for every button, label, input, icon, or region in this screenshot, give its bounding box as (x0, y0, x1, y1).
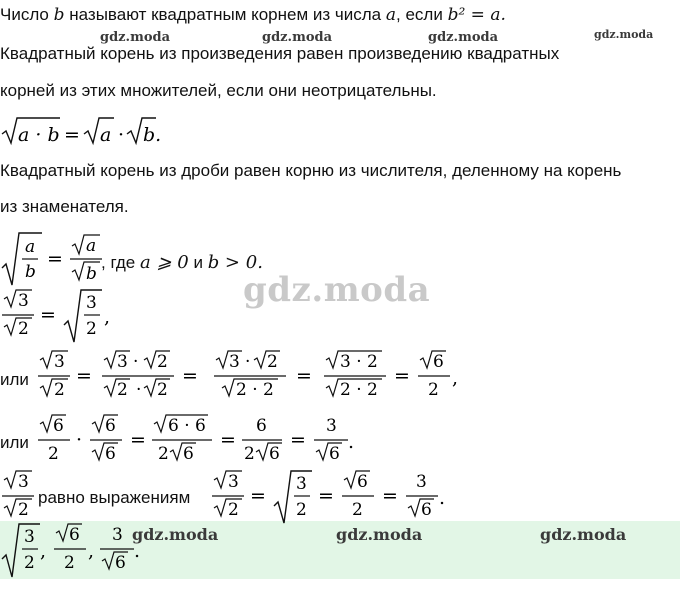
svg-text:3: 3 (112, 525, 123, 545)
svg-text:6 · 6: 6 · 6 (168, 416, 206, 436)
svg-text:3: 3 (229, 352, 240, 372)
svg-text:3: 3 (54, 352, 65, 372)
svg-text:2: 2 (18, 319, 29, 339)
svg-text:3: 3 (18, 291, 29, 311)
definition-line (0, 5, 506, 25)
svg-text:6: 6 (256, 416, 267, 436)
watermark: gdz.moda (100, 30, 171, 45)
svg-text:3: 3 (228, 472, 239, 492)
equals-expressions-label: равно выражениям (38, 488, 191, 507)
svg-text:6: 6 (357, 472, 368, 492)
svg-text:,: , (452, 367, 459, 389)
svg-text:=: = (250, 485, 266, 507)
svg-text:.: . (348, 431, 355, 453)
svg-text:,: , (104, 306, 111, 328)
watermark: gdz.moda (594, 28, 654, 41)
rationalize-chain (34, 348, 474, 406)
svg-text:2: 2 (157, 352, 168, 372)
svg-text:=: = (296, 365, 312, 387)
watermark-large: gdz.moda (243, 270, 431, 310)
watermark: gdz.moda (540, 525, 627, 544)
svg-text:·: · (245, 352, 251, 372)
watermark: gdz.moda (428, 30, 499, 45)
quotient-rule-text-cont: из знаменателя. (0, 197, 129, 216)
svg-text:2: 2 (86, 319, 97, 339)
product-rule-text: Квадратный корень из произведения равен произведению квадратных (0, 44, 560, 63)
svg-text:6: 6 (329, 444, 340, 464)
svg-text:3: 3 (416, 472, 427, 492)
svg-text:b: b (25, 262, 36, 282)
svg-text:2 · 2: 2 · 2 (340, 380, 378, 400)
svg-text:2: 2 (117, 380, 128, 400)
condition-text: , где a ⩾ 0 и b > 0. (101, 252, 263, 273)
answer-forms (0, 521, 150, 579)
svg-text:2: 2 (24, 553, 35, 573)
svg-text:2: 2 (158, 444, 169, 464)
svg-text:a: a (86, 236, 97, 256)
svg-text:,: , (40, 540, 47, 562)
svg-text:·: · (136, 380, 142, 400)
svg-text:=: = (47, 248, 63, 270)
or-label-1: или (0, 370, 29, 389)
svg-text:6: 6 (105, 444, 116, 464)
svg-text:2: 2 (64, 553, 75, 573)
var-a: a (385, 5, 397, 25)
svg-text:3 · 2: 3 · 2 (340, 352, 378, 372)
svg-text:6: 6 (53, 416, 64, 436)
svg-text:.: . (134, 540, 141, 562)
alt-chain (34, 412, 364, 470)
svg-text:=: = (182, 365, 198, 387)
svg-text:2: 2 (428, 380, 439, 400)
condition-b: b > 0. (207, 252, 263, 273)
text-esli: , если (396, 5, 443, 24)
svg-text:2: 2 (352, 500, 363, 520)
svg-text:·: · (133, 352, 139, 372)
condition-a: a ⩾ 0 (140, 252, 189, 273)
equation-b-squared: b² = a. (447, 5, 506, 25)
svg-text:=: = (290, 429, 306, 451)
svg-text:=: = (382, 485, 398, 507)
svg-text:3: 3 (117, 352, 128, 372)
svg-text:2: 2 (157, 380, 168, 400)
watermark: gdz.moda (132, 525, 219, 544)
svg-text:3: 3 (326, 416, 337, 436)
svg-text:2: 2 (228, 500, 239, 520)
svg-text:2 · 2: 2 · 2 (236, 380, 274, 400)
svg-text:a: a (100, 124, 112, 146)
product-formula (0, 114, 180, 148)
svg-text:6: 6 (183, 444, 194, 464)
svg-text:6: 6 (69, 525, 80, 545)
svg-text:3: 3 (86, 293, 97, 313)
svg-text:=: = (318, 485, 334, 507)
svg-text:·: · (76, 429, 83, 451)
svg-text:3: 3 (18, 472, 29, 492)
watermark: gdz.moda (336, 525, 423, 544)
svg-text:=: = (76, 365, 92, 387)
svg-text:3: 3 (24, 527, 35, 547)
svg-text:=: = (130, 429, 146, 451)
svg-text:2: 2 (18, 500, 29, 520)
svg-text:·: · (118, 124, 125, 146)
svg-text:2: 2 (54, 380, 65, 400)
svg-text:=: = (64, 124, 80, 146)
svg-text:b: b (86, 264, 97, 284)
svg-text:2: 2 (48, 444, 59, 464)
text-nazyvayut: называют квадратным корнем из числа (69, 5, 382, 24)
svg-text:6: 6 (421, 500, 432, 520)
or-label-2: или (0, 433, 29, 452)
svg-text:2: 2 (296, 500, 307, 520)
svg-text:6: 6 (433, 352, 444, 372)
svg-text:=: = (40, 304, 56, 326)
equivalent-forms-chain (210, 468, 450, 526)
svg-text:,: , (88, 540, 95, 562)
svg-text:6: 6 (269, 444, 280, 464)
svg-text:2: 2 (244, 444, 255, 464)
step-sqrt3-over-sqrt2 (0, 287, 120, 345)
formula-ab: a · b (18, 124, 60, 146)
watermark: gdz.moda (262, 30, 333, 45)
svg-text:2: 2 (267, 352, 278, 372)
var-b: b (53, 5, 65, 25)
svg-text:6: 6 (105, 416, 116, 436)
svg-text:a: a (25, 237, 36, 257)
svg-text:b.: b. (143, 124, 162, 146)
frac-sqrt3-sqrt2 (0, 468, 38, 526)
svg-text:.: . (439, 487, 446, 509)
text-chislo: Число (0, 5, 49, 24)
svg-text:=: = (394, 365, 410, 387)
svg-text:3: 3 (296, 474, 307, 494)
svg-text:=: = (220, 429, 236, 451)
product-rule-text-cont: корней из этих множителей, если они неотрицательны. (0, 81, 437, 100)
svg-text:6: 6 (115, 553, 126, 573)
quotient-rule-text: Квадратный корень из дроби равен корню из числителя, деленному на корень (0, 161, 622, 180)
